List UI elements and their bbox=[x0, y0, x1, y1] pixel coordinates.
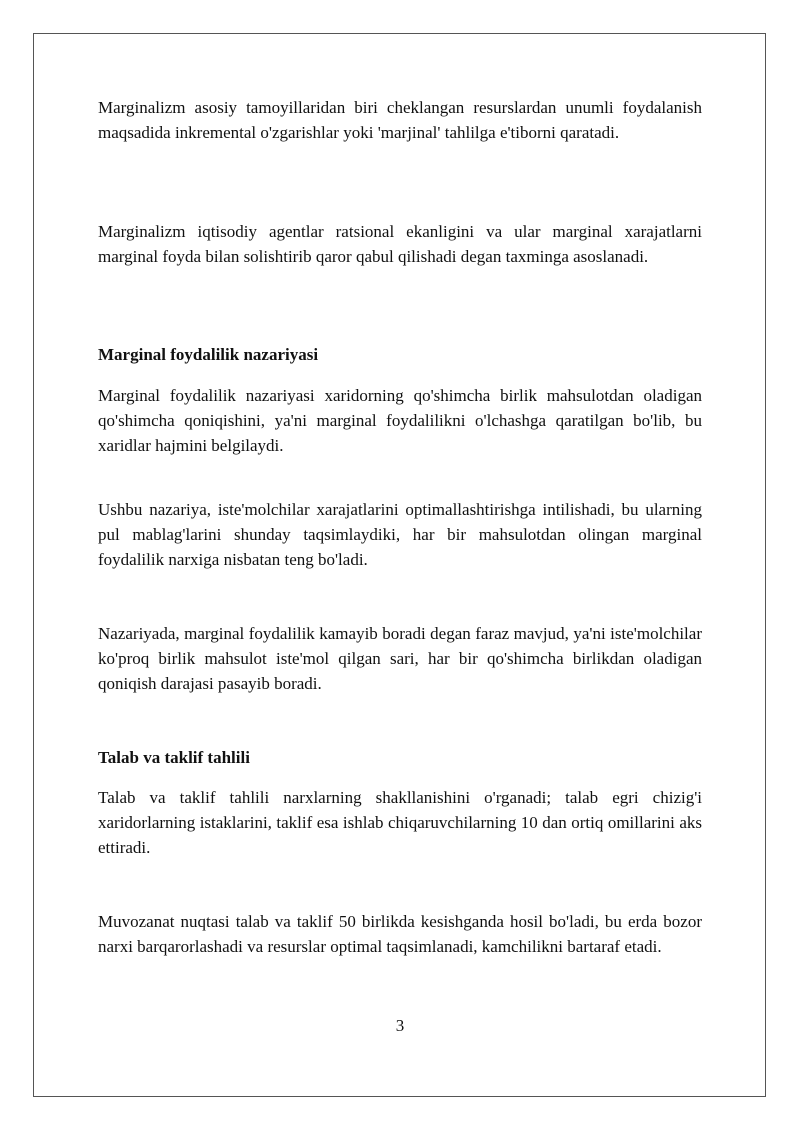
paragraph-equilibrium-point: Muvozanat nuqtasi talab va taklif 50 birlikda kesishganda hosil bo'ladi, bu erda bozor narxi barqarorlashadi va resurslar optimal taqsimlanadi, kamchilikni bartaraf etadi. bbox=[98, 912, 702, 956]
paragraph-supply-demand-definition: Talab va taklif tahlili narxlarning shakllanishini o'rganadi; talab egri chizig'i xaridorlarning istaklarini, taklif esa ishlab chiqaruvchilarning 10 dan ortiq omillarini aks ettiradi. bbox=[98, 788, 702, 857]
page-number: 3 bbox=[395, 1016, 405, 1035]
heading-supply-demand-analysis: Talab va taklif tahlili bbox=[98, 748, 250, 767]
paragraph-marginalism-rational-agents: Marginalizm iqtisodiy agentlar ratsional ekanligini va ular marginal xarajatlarni marginal foyda bilan solishtirib qaror qabul qilishadi degan taxminga asoslanadi. bbox=[98, 222, 702, 266]
paragraph-marginal-utility-definition: Marginal foydalilik nazariyasi xaridorning qo'shimcha birlik mahsulotdan oladigan qo'shimcha qoniqishini, ya'ni marginal foydalilikni o'lchashga qaratilgan bo'lib, bu xaridlar hajmini belgilaydi. bbox=[98, 386, 702, 455]
heading-marginal-utility-theory: Marginal foydalilik nazariyasi bbox=[98, 345, 319, 364]
paragraph-diminishing-utility: Nazariyada, marginal foydalilik kamayib boradi degan faraz mavjud, ya'ni iste'molchilar ko'proq birlik mahsulot iste'mol qilgan sari, har bir qo'shimcha birlikdan oladigan qoniqish darajasi pasayib boradi. bbox=[98, 624, 702, 693]
paragraph-marginalism-principle: Marginalizm asosiy tamoyillaridan biri cheklangan resurslardan unumli foydalanish maqsadida inkremental o'zgarishlar yoki 'marjinal' tahlilga e'tiborni qaratadi. bbox=[98, 98, 702, 142]
paragraph-consumer-optimization: Ushbu nazariya, iste'molchilar xarajatlarini optimallashtirishga intilishadi, bu ularning pul mablag'larini shunday taqsimlaydiki, har bir mahsulotdan olingan marginal foydalilik narxiga nisbatan teng bo'ladi. bbox=[98, 500, 702, 569]
